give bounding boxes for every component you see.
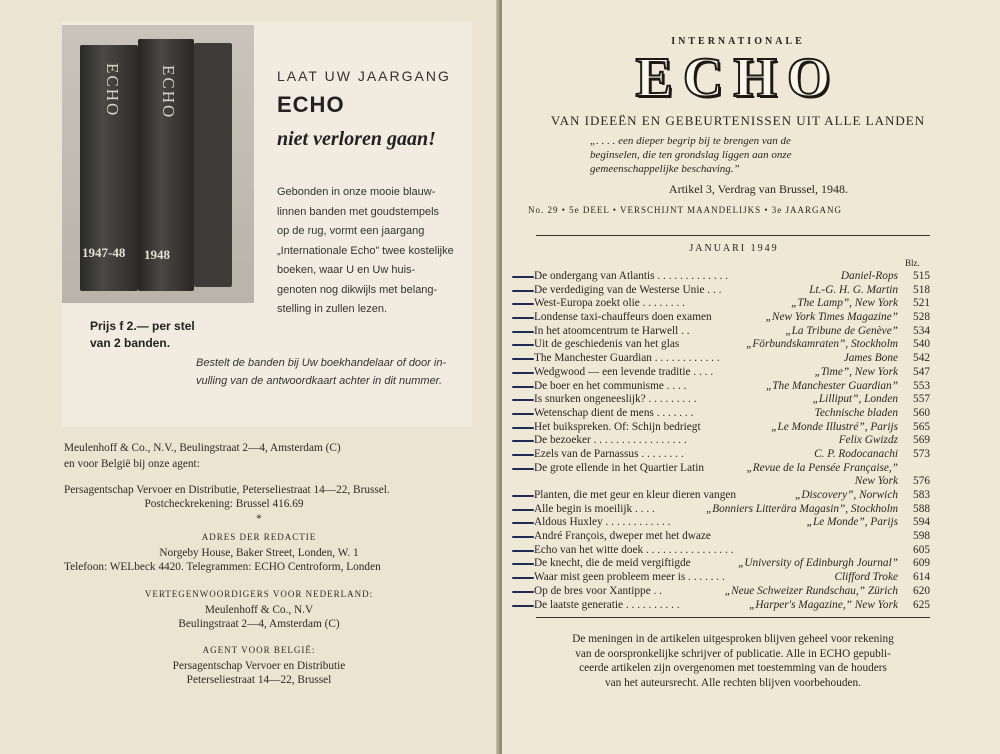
toc-title: Het buikspreken. Of: Schijn bedriegt <box>534 420 701 433</box>
toc-title: De grote ellende in het Quartier Latin <box>534 461 705 474</box>
be-line1: Persagentschap Vervoer en Distributie <box>172 660 346 672</box>
table-of-contents <box>532 270 936 612</box>
toc-entry <box>532 448 936 462</box>
toc-entry <box>532 284 936 298</box>
toc-page: 521 <box>913 297 930 310</box>
pen-mark <box>512 290 534 292</box>
toc-page: 534 <box>913 324 930 337</box>
toc-entry <box>532 544 936 558</box>
toc-title: West-Europa zoekt olie . . . . . . . . <box>534 297 685 310</box>
book-spine-1947-48 <box>80 45 138 291</box>
toc-title: Echo van het witte doek . . . . . . . . . . . . . . . . <box>534 543 734 556</box>
toc-page: 605 <box>913 543 930 556</box>
pen-mark <box>512 605 534 607</box>
nl-heading: VERTEGENWOORDIGERS VOOR NEDERLAND: <box>144 589 374 599</box>
toc-title: Wetenschap dient de mens . . . . . . . <box>534 406 694 419</box>
toc-source: Technische bladen <box>814 406 898 419</box>
masthead-subtitle: VAN IDEEËN EN GEBEURTENISSEN UIT ALLE LANDEN <box>550 113 926 128</box>
ad-heading-slogan: niet verloren gaan! <box>277 128 436 150</box>
toc-entry <box>532 503 936 517</box>
toc-page: 588 <box>913 502 930 515</box>
pen-mark <box>512 577 534 579</box>
header-rule <box>536 235 930 236</box>
toc-title: The Manchester Guardian . . . . . . . . . . . . <box>534 352 720 365</box>
pen-mark <box>512 358 534 360</box>
toc-title: De verdediging van de Westerse Unie . . . <box>534 283 722 296</box>
toc-page: 598 <box>913 530 930 543</box>
toc-source: „University of Edinburgh Journal” <box>738 557 898 570</box>
toc-source: New York <box>854 475 898 488</box>
toc-entry <box>532 380 936 394</box>
pen-mark <box>512 509 534 511</box>
book-year-2: 1948 <box>144 247 170 262</box>
toc-page: 565 <box>913 420 930 433</box>
toc-entry <box>532 421 936 435</box>
toc-source: Daniel-Rops <box>840 270 898 282</box>
copyright-note: De meningen in de artikelen uitgesproken blijven geheel voor rekening van de oorspronkelijke schrijver of publicatie. Alle in ECHO gepubli- ceerde artikelen zijn overgenomen met toestemming van de houders van het auteursrecht. Alle rechten blijven voorbehouden. <box>572 633 894 689</box>
toc-source: „Bonniers Litterära Magasin”, Stockholm <box>705 502 898 515</box>
toc-entry <box>532 325 936 339</box>
toc-page: 528 <box>913 311 930 324</box>
toc-page: 560 <box>913 406 930 419</box>
toc-title: Ezels van de Parnassus . . . . . . . . <box>534 447 684 460</box>
belgium-intro: en voor België bij onze agent: <box>64 458 200 470</box>
pen-mark <box>512 454 534 456</box>
toc-entry <box>532 366 936 380</box>
separator-star: * <box>256 513 262 525</box>
page-column-label: Blz. <box>905 258 920 268</box>
toc-source: „Time”, New York <box>814 365 898 378</box>
toc-page: 553 <box>913 379 930 392</box>
toc-entry <box>532 516 936 530</box>
pen-mark <box>512 331 534 333</box>
belgium-agent-line: Persagentschap Vervoer en Distributie, Peterseliestraat 14—22, Brussel. <box>64 484 390 496</box>
toc-title: De bezoeker . . . . . . . . . . . . . . . . . <box>534 434 687 447</box>
pen-mark <box>512 440 534 442</box>
toc-source: „Neue Schweizer Rundschau,” Zürich <box>724 584 898 597</box>
toc-source: „Förbundskamraten”, Stockholm <box>746 338 898 351</box>
toc-title: In het atoomcentrum te Harwell . . <box>534 324 690 337</box>
toc-page: 569 <box>913 434 930 447</box>
toc-title: Wedgwood — een levende traditie . . . . <box>534 365 714 378</box>
toc-title: Londense taxi-chauffeurs doen examen <box>534 311 712 324</box>
toc-source: „The Manchester Guardian” <box>765 379 898 392</box>
toc-entry <box>532 270 936 284</box>
toc-entry <box>532 585 936 599</box>
charter-quote-source: Artikel 3, Verdrag van Brussel, 1948. <box>668 182 848 196</box>
book-year-1: 1947-48 <box>82 245 126 260</box>
toc-page: 547 <box>913 365 930 378</box>
pen-mark <box>512 536 534 538</box>
toc-source: „Revue de la Pensée Française,” <box>746 461 898 474</box>
toc-entry <box>532 475 936 489</box>
book-spine-back <box>194 43 232 287</box>
toc-entry <box>532 407 936 421</box>
bound-volumes-photo <box>62 25 254 303</box>
footer-rule <box>536 617 930 618</box>
pen-mark <box>512 386 534 388</box>
toc-page: 614 <box>913 571 930 584</box>
book-title-1: ECHO <box>103 63 122 118</box>
toc-page: 576 <box>913 475 930 488</box>
redactie-heading: ADRES DER REDACTIE <box>201 532 317 542</box>
toc-source: C. P. Rodocanachi <box>814 447 898 460</box>
toc-page: 542 <box>913 352 930 365</box>
charter-quote: „. . . . een dieper begrip bij te brengen van de beginselen, die ten grondslag liggen aan onze gemeenschappelijke beschaving.” <box>590 135 792 175</box>
toc-page: 557 <box>913 393 930 406</box>
toc-source: „Le Monde”, Parijs <box>806 516 898 529</box>
toc-entry <box>532 338 936 352</box>
toc-source: „New York Times Magazine” <box>765 311 898 324</box>
toc-page: 540 <box>913 338 930 351</box>
toc-title: Planten, die met geur en kleur dieren vangen <box>534 489 737 501</box>
toc-title: De laatste generatie . . . . . . . . . . <box>534 598 680 611</box>
toc-title: Is snurken ongeneeslijk? . . . . . . . . . <box>534 393 697 406</box>
toc-source: „The Lamp”, New York <box>791 297 898 310</box>
toc-page: 583 <box>913 489 930 501</box>
issue-month: JANUARI 1949 <box>689 243 779 254</box>
redactie-address: Norgeby House, Baker Street, Londen, W. 1 <box>159 547 359 559</box>
toc-entry <box>532 571 936 585</box>
publisher-line: Meulenhoff & Co., N.V., Beulingstraat 2—4, Amsterdam (C) <box>64 442 341 454</box>
ad-price: Prijs f 2.— per stel van 2 banden. <box>90 319 195 350</box>
toc-page: 515 <box>913 270 930 282</box>
ad-order-instructions: Bestelt de banden bij Uw boekhandelaar of door in- vulling van de antwoordkaart achter in dit nummer. <box>196 357 447 387</box>
toc-source: „Harper's Magazine,” New York <box>749 598 898 611</box>
toc-page: 609 <box>913 557 930 570</box>
toc-entry <box>532 599 936 613</box>
toc-title: De ondergang van Atlantis . . . . . . . . . . . . . <box>534 270 729 282</box>
pen-mark <box>512 276 534 278</box>
postcheck-line: Postcheckrekening: Brussel 416.69 <box>144 498 304 510</box>
toc-source: „Discovery”, Norwich <box>795 489 898 501</box>
toc-page: 573 <box>913 447 930 460</box>
pen-mark <box>512 399 534 401</box>
masthead <box>528 30 948 248</box>
toc-title: Op de bres voor Xantippe . . <box>534 584 663 597</box>
toc-title: Uit de geschiedenis van het glas <box>534 338 680 351</box>
toc-source: „La Tribune de Genève” <box>785 324 898 337</box>
nl-line2: Beulingstraat 2—4, Amsterdam (C) <box>178 618 340 630</box>
toc-title: De knecht, die de meid vergiftigde <box>534 557 691 570</box>
masthead-echo-logo: ECHO <box>635 47 841 109</box>
toc-source: Lt.-G. H. G. Martin <box>809 283 898 296</box>
toc-page: 620 <box>913 584 930 597</box>
toc-entry <box>532 530 936 544</box>
toc-source: James Bone <box>843 352 898 365</box>
toc-entry <box>532 311 936 325</box>
toc-page: 625 <box>913 598 930 611</box>
toc-entry <box>532 297 936 311</box>
pen-mark <box>512 591 534 593</box>
pen-mark <box>512 495 534 497</box>
toc-entry <box>532 393 936 407</box>
masthead-internationale: INTERNATIONALE <box>671 36 805 47</box>
toc-entry <box>532 434 936 448</box>
toc-title: Alle begin is moeilijk . . . . <box>534 502 655 515</box>
issue-line: No. 29 • 5e DEEL • VERSCHIJNT MAANDELIJKS • 3e JAARGANG <box>528 205 843 215</box>
ad-heading-echo: ECHO <box>277 92 345 117</box>
toc-title: André François, dweper met het dwaze <box>534 530 711 543</box>
be-heading: AGENT VOOR BELGIË: <box>202 645 316 655</box>
pen-mark <box>512 550 534 552</box>
toc-source: „Le Monde Illustré”, Parijs <box>771 420 898 433</box>
toc-title: De boer en het communisme . . . . <box>534 379 687 392</box>
pen-mark <box>512 317 534 319</box>
pen-mark <box>512 427 534 429</box>
toc-title: Waar mist geen probleem meer is . . . . . . . <box>534 571 725 584</box>
toc-page: 518 <box>913 283 930 296</box>
book-title-2: ECHO <box>159 65 178 120</box>
book-spine-1948 <box>138 39 194 291</box>
toc-source: Clifford Troke <box>834 571 898 584</box>
pen-mark <box>512 468 534 470</box>
toc-source: „Lilliput”, Londen <box>812 393 898 406</box>
toc-entry <box>532 462 936 476</box>
redactie-phone: Telefoon: WELbeck 4420. Telegrammen: ECHO Centroform, Londen <box>64 561 381 573</box>
pen-mark <box>512 372 534 374</box>
ad-heading-line1: LAAT UW JAARGANG <box>277 68 451 84</box>
be-line2: Peterseliestraat 14—22, Brussel <box>186 674 332 686</box>
nl-line1: Meulenhoff & Co., N.V <box>204 604 314 616</box>
toc-page: 594 <box>913 516 930 529</box>
toc-entry <box>532 352 936 366</box>
toc-title: Aldous Huxley . . . . . . . . . . . . <box>534 516 671 529</box>
toc-entry <box>532 557 936 571</box>
ad-body-text: Gebonden in onze mooie blauw- linnen banden met goudstempels op de rug, vormt een jaargang „Internationale Echo” twee kostelijke boeken, waar U en Uw huis- genoten nog dikwijls met belang- stelling in zullen lezen. <box>277 186 454 315</box>
pen-mark <box>512 413 534 415</box>
toc-entry <box>532 489 936 503</box>
toc-source: Felix Gwizdz <box>838 434 898 447</box>
